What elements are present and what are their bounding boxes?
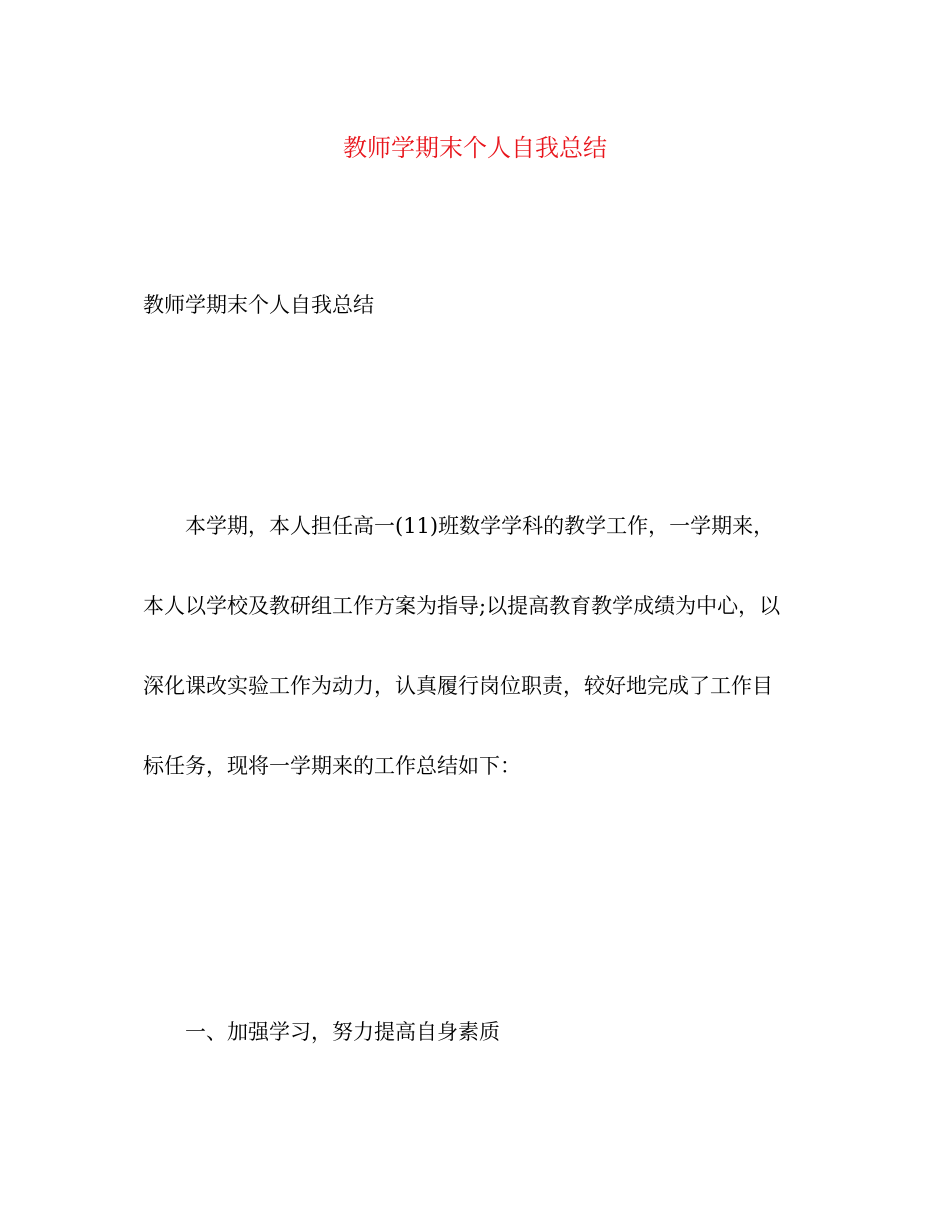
paragraph-line: 深化课改实验工作为动力，认真履行岗位职责，较好地完成了工作目 [143,674,773,698]
paragraph-line: 本人以学校及教研组工作方案为指导;以提高教育教学成绩为中心，以 [143,594,781,618]
document-subtitle: 教师学期末个人自我总结 [143,293,374,317]
document-title: 教师学期末个人自我总结 [343,134,607,162]
paragraph-line: 标任务，现将一学期来的工作总结如下： [143,754,521,778]
intro-paragraph [143,508,823,828]
paragraph-line: 本学期，本人担任高一(11)班数学学科的教学工作，一学期来， [185,514,775,538]
section-heading: 一、加强学习，努力提高自身素质 [185,1020,500,1044]
